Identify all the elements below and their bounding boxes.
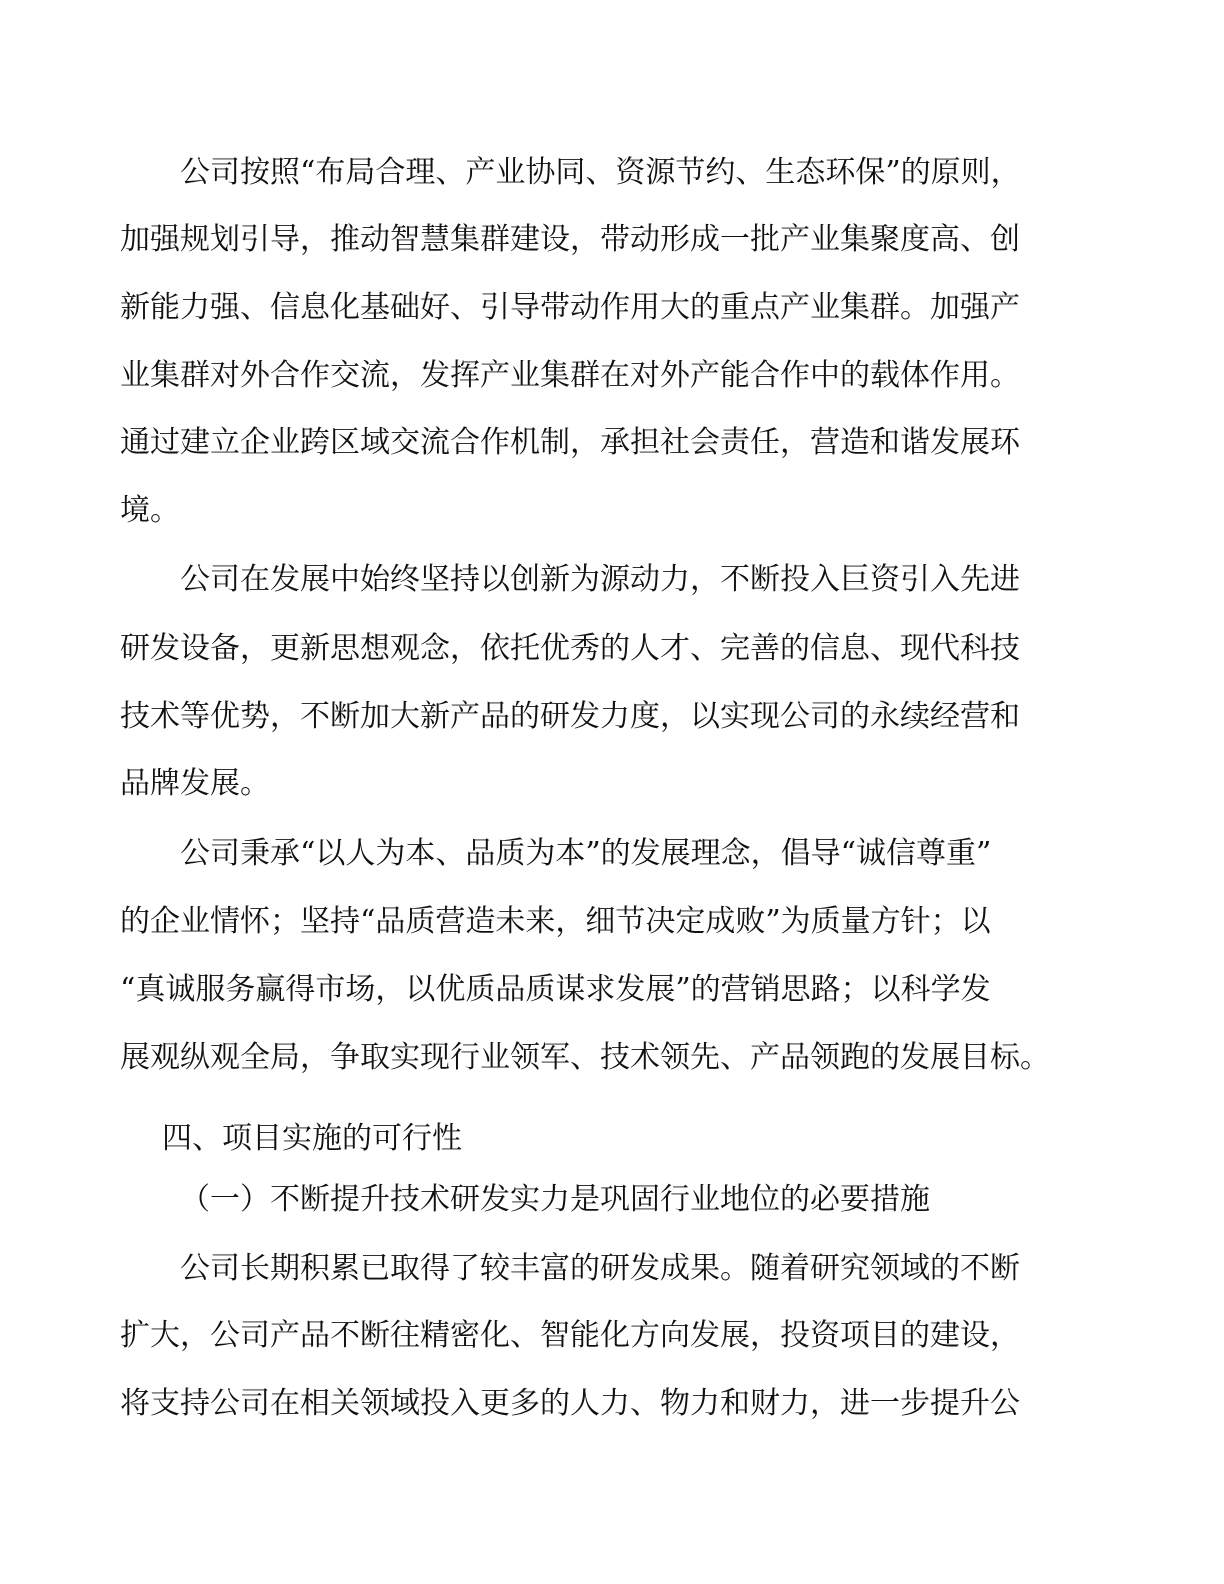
paragraph-line: 公司在发展中始终坚持以创新为源动力，不断投入巨资引入先进 (180, 562, 1020, 597)
paragraph-line: “真诚服务赢得市场，以优质品质谋求发展”的营销思路；以科学发 (120, 972, 991, 1007)
paragraph-line: 公司长期积累已取得了较丰富的研发成果。随着研究领域的不断 (180, 1251, 1020, 1286)
paragraph-line: 研发设备，更新思想观念，依托优秀的人才、完善的信息、现代科技 (120, 631, 1020, 666)
paragraph-line: 展观纵观全局，争取实现行业领军、技术领先、产品领跑的发展目标。 (120, 1040, 1050, 1075)
paragraph-line: 境。 (120, 493, 180, 528)
paragraph-line: 新能力强、信息化基础好、引导带动作用大的重点产业集群。加强产 (120, 290, 1020, 325)
paragraph-line: 技术等优势，不断加大新产品的研发力度，以实现公司的永续经营和 (120, 699, 1020, 734)
paragraph-line: 公司秉承“以人为本、品质为本”的发展理念，倡导“诚信尊重” (180, 836, 992, 871)
paragraph-line: 业集群对外合作交流，发挥产业集群在对外产能合作中的载体作用。 (120, 358, 1020, 393)
paragraph-line: 扩大，公司产品不断往精密化、智能化方向发展，投资项目的建设， (120, 1318, 1020, 1353)
paragraph-line: 公司按照“布局合理、产业协同、资源节约、生态环保”的原则， (180, 155, 1021, 190)
paragraph-line: 通过建立企业跨区域交流合作机制，承担社会责任，营造和谐发展环 (120, 425, 1020, 460)
paragraph-line: 将支持公司在相关领域投入更多的人力、物力和财力，进一步提升公 (120, 1386, 1020, 1421)
paragraph-line: 的企业情怀；坚持“品质营造未来，细节决定成败”为质量方针；以 (120, 904, 991, 939)
paragraph-line: 加强规划引导，推动智慧集群建设，带动形成一批产业集聚度高、创 (120, 222, 1020, 257)
paragraph-line: 品牌发展。 (120, 766, 270, 801)
subsection-heading: （一）不断提升技术研发实力是巩固行业地位的必要措施 (180, 1182, 930, 1217)
section-heading: 四、项目实施的可行性 (162, 1121, 462, 1156)
